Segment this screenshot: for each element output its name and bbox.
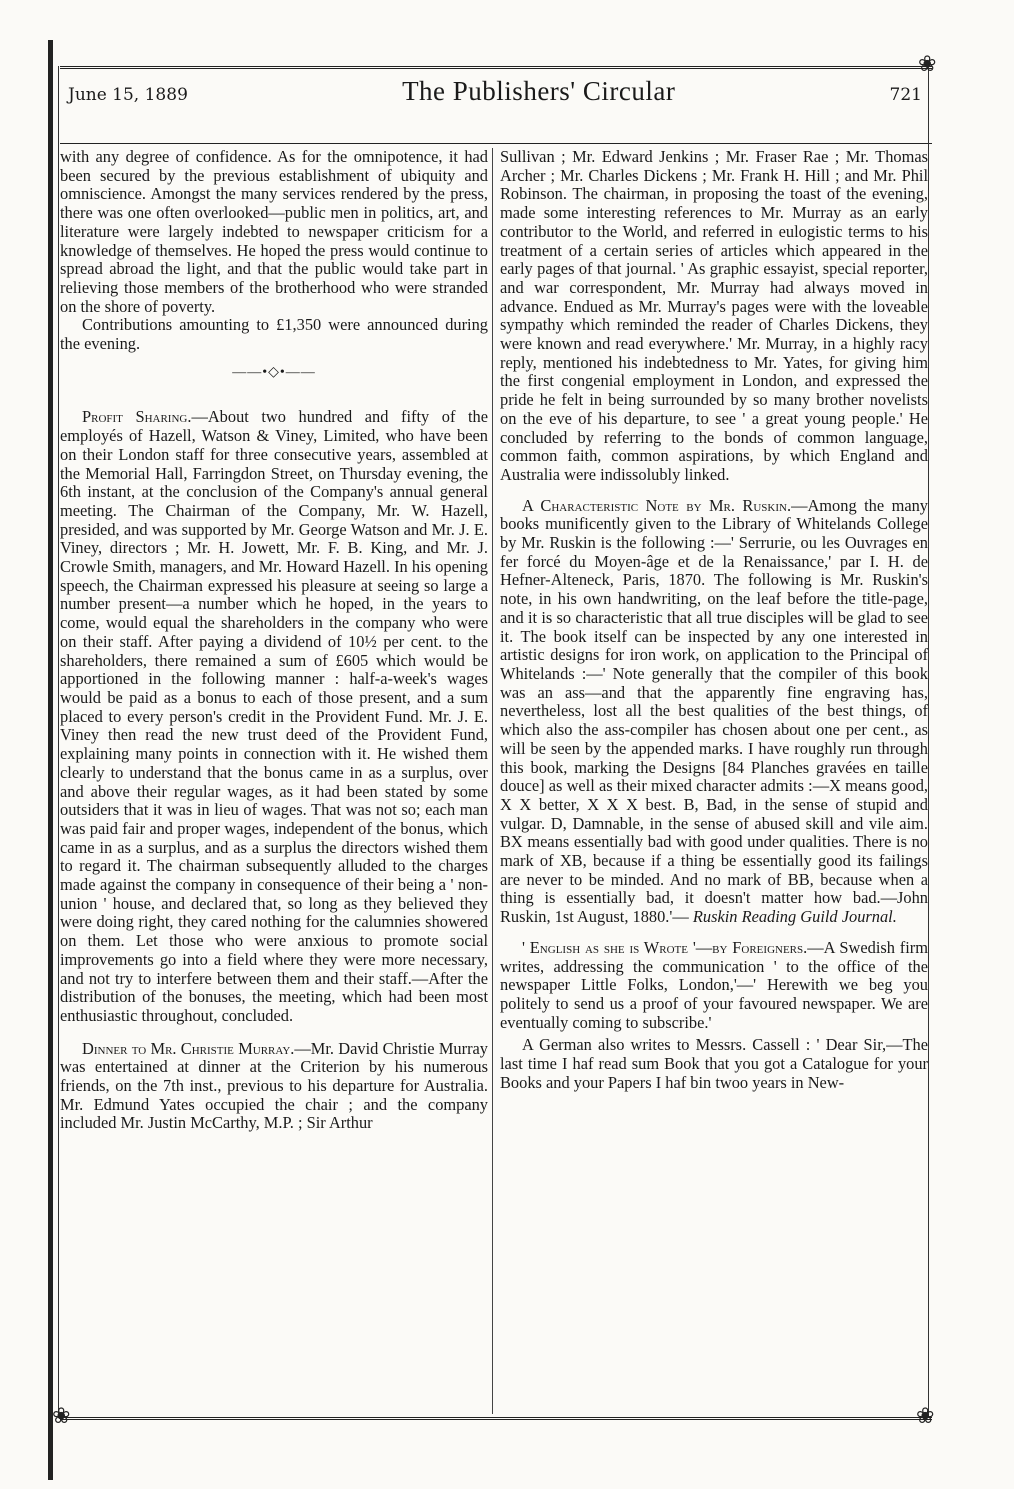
column-divider [492, 148, 493, 1414]
article-body: —A Swedish firm writes, addressing the communication ' to the office of the newspaper Little Folks, London,'—' Herewith we beg you politely to send us a proof of your favoured newspaper. We are eventually coming to subscribe.' [500, 937, 928, 1032]
article-dinner [60, 1040, 488, 1134]
paragraph: A German also writes to Messrs. Cassell : ' Dear Sir,—The last time I haf read sum Book that you got a Catalogue for your Books and your Papers I haf bin twoo years in New- [500, 1035, 928, 1092]
article-body: —Mr. David Christie Murray was entertained at dinner at the Criterion by his numerous friends, on the 7th inst., previous to his departure for Australia. Mr. Edmund Yates occupied the chair ; and the company included Mr. Justin McCarthy, M.P. ; Sir Arthur [60, 1038, 488, 1133]
binding-spine [48, 40, 53, 1480]
frame-right [928, 66, 929, 1418]
article-profit-sharing [60, 408, 488, 1025]
left-column [60, 148, 488, 1133]
corner-ornament-icon: ❀ [918, 52, 937, 77]
right-column [500, 148, 928, 1092]
publication-title: The Publishers' Circular [402, 76, 676, 106]
article-body: —About two hundred and fifty of the employés of Hazell, Watson & Viney, Limited, who have been on their London staff for three consecutive years, assembled at the Memorial Hall, Farringdon Street, on Thursday evening, the 6th instant, at the conclusion of the Company's annual general meeting. The Chairman of the Company, Mr. W. Hazell, presided, and was supported by Mr. George Watson and Mr. J. E. Viney, directors ; Mr. H. Jowett, Mr. F. B. King, and Mr. J. Crowle Smith, managers, and Mr. Howard Hazell. In his opening speech, the Chairman expressed his pleasure at seeing so large a number present—a number which he hoped, in the years to come, would equal the shareholders in the company who were on their staff. After paying a dividend of 10½ per cent. to the shareholders, there remained a sum of £605 which would be apportioned in the following manner : half-a-week's wages would be paid as a bonus to each of those present, and a sum placed to every person's credit in the Provident Fund. Mr. J. E. Viney then read the new trust deed of the Provident Fund, explaining many points in connection with it. He wished them clearly to understand that the bonus came in as a surplus, over and above their regular wages, as it had been stated by some outsiders that it was in lieu of wages. That was not so; each man was paid fair and proper wages, independent of the bonus, which came in as a surplus, and as a surplus the directors wished them to regard it. The chairman subsequently alluded to the charges made against the company in consequence of their being a ' non-union ' house, and declared that, so long as they believed they were doing right, they cared nothing for the calumnies showered on them. Let those who were anxious to promote social improvements go into a field where they were more necessary, and not try to interfere between them and their staff.—After the distribution of the bonuses, the meeting, which had been most enthusiastic throughout, concluded. [60, 407, 489, 1025]
page-number: 721 [889, 85, 922, 105]
corner-ornament-icon: ❀ [916, 1404, 935, 1429]
article-heading: A Characteristic Note by Mr. Ruskin. [522, 495, 792, 515]
paragraph: with any degree of confidence. As for the omnipotence, it had been secured by the previous establishment of ubiquity and omniscience. Amongst the many services rendered by the press, there was one often overlooked—public men in politics, art, and literature were largely indebted to newspaper criticism for a knowledge of themselves. He hoped the press would continue to spread abroad the light, and that the public would take part in relieving those members of the brotherhood who were stranded on the shore of poverty. [60, 147, 488, 316]
paragraph: Contributions amounting to £1,350 were announced during the evening. [60, 315, 488, 354]
article-ruskin [500, 497, 928, 927]
frame-left [58, 66, 59, 1418]
article-source: Ruskin Reading Guild Journal. [692, 907, 897, 927]
issue-date: June 15, 1889 [68, 85, 188, 105]
section-ornament: ——•◇•—— [232, 364, 316, 380]
header-rule [60, 143, 932, 144]
top-rule [60, 66, 932, 69]
article-heading: ' English as she is Wrote '—by Foreigners. [522, 937, 808, 957]
article-heading: Dinner to Mr. Christie Murray. [82, 1038, 295, 1058]
paragraph: Sullivan ; Mr. Edward Jenkins ; Mr. Fraser Rae ; Mr. Thomas Archer ; Mr. Charles Dickens ; Mr. Frank H. Hill ; and Mr. Phil Robinson. The chairman, in proposing the toast of the evening, made some interesting references to Mr. Murray as an early contributor to the World, and referred in eulogistic terms to his treatment of a certain series of articles which appeared in the early pages of that journal. ' As graphic essayist, special reporter, and war correspondent, Mr. Murray had always moved in advance. Endued as Mr. Murray's pages were with the loveable sympathy which reminded the reader of Charles Dickens, they were known and read everywhere.' Mr. Murray, in a highly racy reply, mentioned his indebtedness to Mr. Yates, for giving him the first congenial employment in London, and expressed the pride he felt in being surrounded by so many brother novelists on the eve of his departure, to see ' a great young people.' He concluded by referring to the bonds of common language, common faith, common aspirations, by which England and Australia were indissolubly linked. [500, 147, 928, 484]
bottom-rule [60, 1417, 932, 1420]
article-heading: Profit Sharing. [82, 407, 192, 427]
article-body: —Among the many books munificently given to the Library of Whitelands College by Mr. Ruskin is the following :—' Serrurie, ou les Ouvrages en fer forcé du Moyen-âge et de la Renaissance,' par I. H. de Hefner-Alteneck, Paris, 1870. The following is Mr. Ruskin's note, in his own handwriting, on the leaf before the title-page, and it is so characteristic that all true disciples will be glad to see it. The book itself can be inspected by any one interested in artistic designs for iron work, on application to the Principal of Whitelands :—' Note generally that the compiler of this book was an ass—and that the apparently fine engraving has, nevertheless, lost all the best qualities of the best things, of which also the ass-compiler has chosen about one per cent., as will be seen by the appended marks. I have roughly run through this book, marking the Designs [84 Planches gravées en taille douce] as well as their mixed character admits :—X means good, X X better, X X X best. B, Bad, in the sense of stupid and vulgar. D, Damnable, in the sense of abused skill and vile aim. BX means essentially bad with good under qualities. There is no mark of XB, because if a thing be essentially good its failings are never to be minded. And no mark of BB, because when a thing is essentially bad, it doesn't matter how bad.—John Ruskin, 1st August, 1880.'— [500, 495, 928, 927]
corner-ornament-icon: ❀ [52, 1404, 71, 1429]
page-header [68, 76, 922, 116]
article-english [500, 939, 928, 1033]
